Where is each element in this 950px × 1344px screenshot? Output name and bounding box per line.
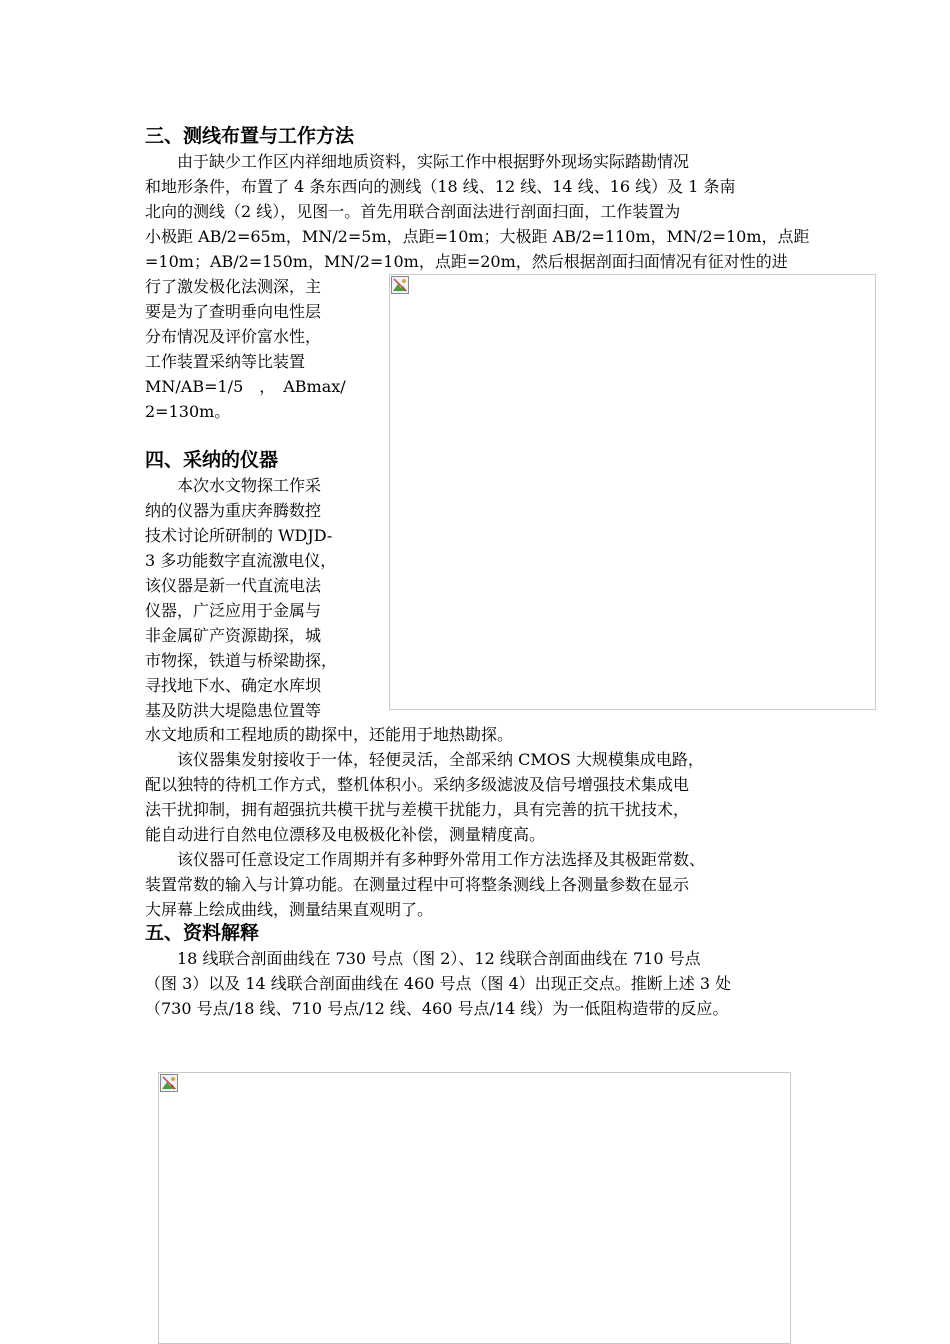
paragraph-line: MN/AB=1/5 ， ABmax/ — [145, 377, 346, 396]
paragraph-line: 小极距 AB/2=65m，MN/2=5m，点距=10m；大极距 AB/2=110m，MN/2=10m，点距 — [145, 227, 810, 246]
paragraph-line: （730 号点/18 线、710 号点/12 线、460 号点/14 线）为一低阻构造带的反应。 — [145, 999, 729, 1018]
paragraph-line: 18 线联合剖面曲线在 730 号点（图 2）、12 线联合剖面曲线在 710 号点 — [177, 949, 701, 968]
paragraph-line: 分布情况及评价富水性， — [145, 327, 322, 346]
paragraph-line: 行了激发极化法测深，主 — [145, 277, 322, 296]
paragraph-line: 仪器，广泛应用于金属与 — [145, 601, 322, 620]
section-3-heading: 三、测线布置与工作方法 — [145, 125, 355, 147]
paragraph-line: （图 3）以及 14 线联合剖面曲线在 460 号点（图 4）出现正交点。推断上述 3 处 — [145, 974, 732, 993]
paragraph-line: 本次水文物探工作采 — [177, 476, 322, 495]
paragraph-line: 工作装置采纳等比装置 — [145, 352, 306, 371]
paragraph-line: 基及防洪大堤隐患位置等 — [145, 701, 322, 720]
figure-2-placeholder — [158, 1072, 791, 1344]
paragraph-line: 技术讨论所研制的 WDJD- — [145, 526, 333, 545]
paragraph-line: 水文地质和工程地质的勘探中，还能用于地热勘探。 — [145, 725, 514, 744]
section-4-heading: 四、采纳的仪器 — [145, 449, 279, 471]
paragraph-line: =10m；AB/2=150m，MN/2=10m，点距=20m，然后根据剖面扫面情况有征对性的进 — [145, 252, 788, 271]
paragraph-line: 2=130m。 — [145, 402, 231, 421]
paragraph-line: 市物探，铁道与桥梁勘探， — [145, 651, 338, 670]
paragraph-line: 该仪器可任意设定工作周期并有多种野外常用工作方法选择及其极距常数、 — [177, 850, 706, 869]
broken-image-icon — [391, 276, 409, 294]
section-5-heading: 五、资料解释 — [145, 922, 260, 944]
paragraph-line: 北向的测线（2 线），见图一。首先用联合剖面法进行剖面扫面，工作装置为 — [145, 202, 681, 221]
paragraph-line: 和地形条件，布置了 4 条东西向的测线（18 线、12 线、14 线、16 线）及 1 条南 — [145, 177, 736, 196]
paragraph-line: 要是为了查明垂向电性层 — [145, 302, 322, 321]
paragraph-line: 能自动进行自然电位漂移及电极极化补偿，测量精度高。 — [145, 825, 546, 844]
paragraph-line: 由于缺少工作区内祥细地质资料，实际工作中根据野外现场实际踏勘情况 — [177, 152, 690, 171]
figure-1-placeholder — [389, 274, 876, 710]
paragraph-line: 寻找地下水、确定水库坝 — [145, 676, 322, 695]
paragraph-line: 非金属矿产资源勘探，城 — [145, 626, 322, 645]
paragraph-line: 该仪器集发射接收于一体，轻便灵活，全部采纳 CMOS 大规模集成电路， — [177, 750, 704, 769]
broken-image-icon — [160, 1074, 178, 1092]
paragraph-line: 法干扰抑制，拥有超强抗共模干扰与差模干扰能力，具有完善的抗干扰技术， — [145, 800, 690, 819]
paragraph-line: 纳的仪器为重庆奔腾数控 — [145, 501, 322, 520]
paragraph-line: 装置常数的输入与计算功能。在测量过程中可将整条测线上各测量参数在显示 — [145, 875, 690, 894]
paragraph-line: 大屏幕上绘成曲线，测量结果直观明了。 — [145, 900, 434, 919]
paragraph-line: 该仪器是新一代直流电法 — [145, 576, 322, 595]
paragraph-line: 配以独特的待机工作方式，整机体积小。采纳多级滤波及信号增强技术集成电 — [145, 775, 690, 794]
paragraph-line: 3 多功能数字直流激电仪， — [145, 551, 337, 570]
